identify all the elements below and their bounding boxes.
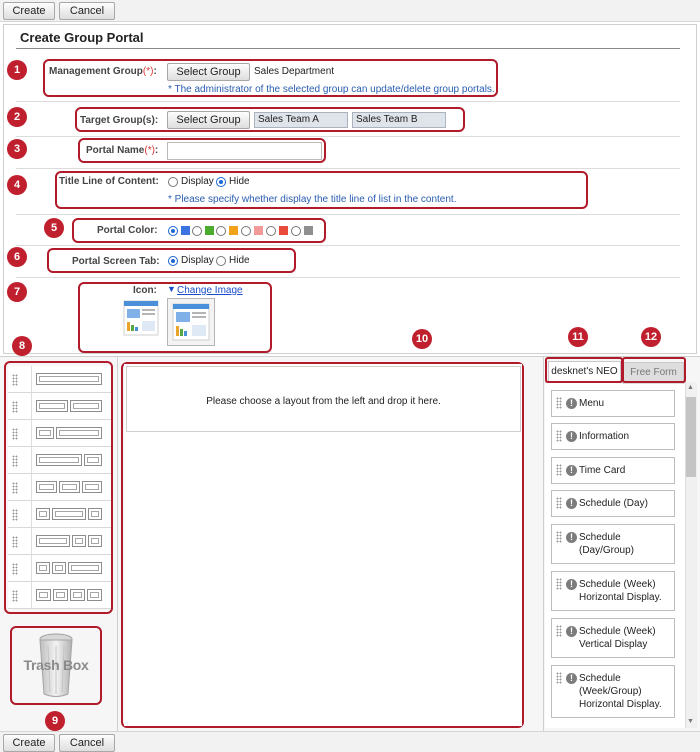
drop-target-placeholder[interactable]	[126, 366, 521, 432]
drag-handle-icon[interactable]	[12, 536, 18, 548]
row-separator	[16, 214, 680, 215]
info-icon[interactable]: !	[566, 431, 577, 442]
info-icon[interactable]: !	[566, 465, 577, 476]
widget-item[interactable]	[551, 457, 675, 484]
row-separator	[16, 277, 680, 278]
portal-tab-display-label: Display	[181, 255, 214, 266]
portal-color-radio[interactable]	[168, 226, 178, 236]
trash-box-label: Trash Box	[23, 657, 89, 673]
badge-5: 5	[44, 218, 64, 238]
target-groups-label: Target Group(s):	[80, 115, 159, 126]
required-mark: (*)	[144, 145, 155, 156]
highlight-box-12	[622, 357, 686, 383]
widget-item[interactable]	[551, 423, 675, 450]
drag-handle-icon[interactable]	[12, 590, 18, 602]
target-group-tag[interactable]: Sales Team A	[254, 112, 348, 128]
layout-option[interactable]	[8, 582, 111, 609]
portal-tab-hide-radio[interactable]	[216, 256, 226, 266]
label-colon: :	[153, 66, 157, 77]
management-group-label	[49, 66, 157, 77]
title-line-hide-label: Hide	[229, 176, 250, 187]
row-separator	[16, 101, 680, 102]
layout-option[interactable]	[8, 420, 111, 447]
portal-name-label	[86, 145, 158, 156]
scrollbar-thumb[interactable]	[686, 397, 696, 477]
widget-item[interactable]	[551, 665, 675, 718]
portal-screen-icon	[123, 300, 159, 336]
drag-handle-icon[interactable]	[556, 625, 562, 637]
portal-screen-tab-label: Portal Screen Tab:	[72, 256, 160, 267]
top-toolbar	[0, 0, 700, 22]
badge-12: 12	[641, 327, 661, 347]
portal-color-swatch	[181, 226, 190, 235]
layout-option[interactable]	[8, 366, 111, 393]
highlight-box-11	[545, 357, 623, 383]
portal-color-radio[interactable]	[241, 226, 251, 236]
column-divider	[543, 356, 544, 731]
title-line-display-radio[interactable]	[168, 177, 178, 187]
page-title: Create Group Portal	[20, 30, 144, 45]
title-underline	[16, 48, 680, 49]
drag-handle-icon[interactable]	[556, 497, 562, 509]
widget-label: Schedule (Week/Group) Horizontal Display.	[579, 673, 662, 710]
drag-handle-icon[interactable]	[556, 430, 562, 442]
create-button-top[interactable]: Create	[3, 2, 55, 20]
drag-handle-icon[interactable]	[12, 428, 18, 440]
drag-handle-icon[interactable]	[12, 455, 18, 467]
drag-handle-icon[interactable]	[556, 578, 562, 590]
portal-screen-icon	[168, 299, 214, 345]
bottom-toolbar	[0, 731, 700, 752]
badge-4: 4	[7, 175, 27, 195]
widget-item[interactable]	[551, 618, 675, 658]
change-image-link[interactable]: Change Image	[177, 285, 243, 296]
layout-option[interactable]	[8, 555, 111, 582]
portal-color-radio[interactable]	[266, 226, 276, 236]
row-separator	[16, 245, 680, 246]
drag-handle-icon[interactable]	[12, 401, 18, 413]
widget-label: Information	[579, 431, 630, 442]
layout-option[interactable]	[8, 393, 111, 420]
row-separator	[16, 136, 680, 137]
portal-color-swatch	[205, 226, 214, 235]
badge-1: 1	[7, 60, 27, 80]
portal-icon-option[interactable]	[123, 300, 159, 336]
portal-icon-selected[interactable]	[167, 298, 215, 346]
management-select-group-button[interactable]: Select Group	[167, 63, 250, 81]
drag-handle-icon[interactable]	[556, 397, 562, 409]
tab-desknets-neo[interactable]: desknet's NEO	[548, 361, 621, 383]
badge-7: 7	[7, 282, 27, 302]
widget-item[interactable]	[551, 490, 675, 517]
portal-color-swatch	[254, 226, 263, 235]
title-line-label: Title Line of Content:	[59, 176, 159, 187]
management-group-label-text: Management Group	[49, 66, 143, 77]
trash-box[interactable]	[14, 630, 98, 701]
drop-message: Please choose a layout from the left and drop it here.	[206, 396, 441, 407]
portal-tab-hide-label: Hide	[229, 255, 250, 266]
info-icon[interactable]: !	[566, 498, 577, 509]
widget-label: Schedule (Day/Group)	[579, 532, 635, 556]
info-icon[interactable]: !	[566, 579, 577, 590]
drag-handle-icon[interactable]	[556, 464, 562, 476]
widget-label: Time Card	[579, 465, 626, 476]
badge-8: 8	[12, 336, 32, 356]
widget-label: Schedule (Week) Vertical Display	[579, 626, 656, 650]
drag-handle-icon[interactable]	[12, 374, 18, 386]
scroll-up-icon[interactable]: ▲	[687, 384, 694, 391]
portal-color-swatch	[304, 226, 313, 235]
title-line-display-label: Display	[181, 176, 214, 187]
drag-handle-icon[interactable]	[556, 531, 562, 543]
info-icon[interactable]: !	[566, 626, 577, 637]
widget-label: Menu	[579, 398, 605, 409]
management-group-value: Sales Department	[254, 66, 335, 77]
drag-handle-icon[interactable]	[12, 509, 18, 521]
drag-handle-icon[interactable]	[12, 563, 18, 575]
title-line-note: * Please specify whether display the title line of list in the content.	[168, 194, 457, 205]
portal-name-label-text: Portal Name	[86, 145, 145, 156]
tab-free-form[interactable]: Free Form	[623, 362, 684, 384]
required-mark: (*)	[142, 66, 154, 77]
portal-color-radio[interactable]	[192, 226, 202, 236]
target-select-group-button[interactable]: Select Group	[167, 111, 250, 129]
widget-item[interactable]	[551, 571, 675, 611]
row-separator	[16, 168, 680, 169]
widget-label: Schedule (Week) Horizontal Display.	[579, 579, 662, 603]
portal-color-swatch	[229, 226, 238, 235]
title-line-hide-radio[interactable]	[216, 177, 226, 187]
badge-9: 9	[45, 711, 65, 731]
label-colon: :	[154, 145, 159, 156]
layout-option[interactable]	[8, 447, 111, 474]
scroll-down-icon[interactable]: ▼	[687, 718, 694, 725]
portal-color-label: Portal Color:	[97, 225, 158, 236]
column-divider	[117, 356, 118, 731]
portal-tab-display-radio[interactable]	[168, 256, 178, 266]
layout-option[interactable]	[8, 474, 111, 501]
widget-item[interactable]	[551, 524, 675, 564]
create-button-bottom[interactable]: Create	[3, 734, 55, 752]
layout-option[interactable]	[8, 528, 111, 555]
badge-3: 3	[7, 139, 27, 159]
info-icon[interactable]: !	[566, 673, 577, 684]
layout-option[interactable]	[8, 501, 111, 528]
badge-2: 2	[7, 107, 27, 127]
widget-label: Schedule (Day)	[579, 498, 648, 509]
badge-10: 10	[412, 329, 432, 349]
portal-name-input[interactable]	[167, 142, 322, 160]
icon-label: Icon:	[133, 285, 157, 296]
portal-color-radio[interactable]	[216, 226, 226, 236]
target-group-tag[interactable]: Sales Team B	[352, 112, 446, 128]
change-image-arrow-icon[interactable]: ▼	[167, 284, 176, 294]
cancel-button-top[interactable]: Cancel	[59, 2, 115, 20]
portal-color-swatch	[279, 226, 288, 235]
drag-handle-icon[interactable]	[556, 672, 562, 684]
info-icon[interactable]: !	[566, 532, 577, 543]
portal-color-radio[interactable]	[291, 226, 301, 236]
badge-11: 11	[568, 327, 588, 347]
management-group-note: * The administrator of the selected group can update/delete group portals.	[168, 84, 495, 95]
cancel-button-bottom[interactable]: Cancel	[59, 734, 115, 752]
info-icon[interactable]: !	[566, 398, 577, 409]
badge-6: 6	[7, 247, 27, 267]
drag-handle-icon[interactable]	[12, 482, 18, 494]
widget-item[interactable]	[551, 390, 675, 417]
